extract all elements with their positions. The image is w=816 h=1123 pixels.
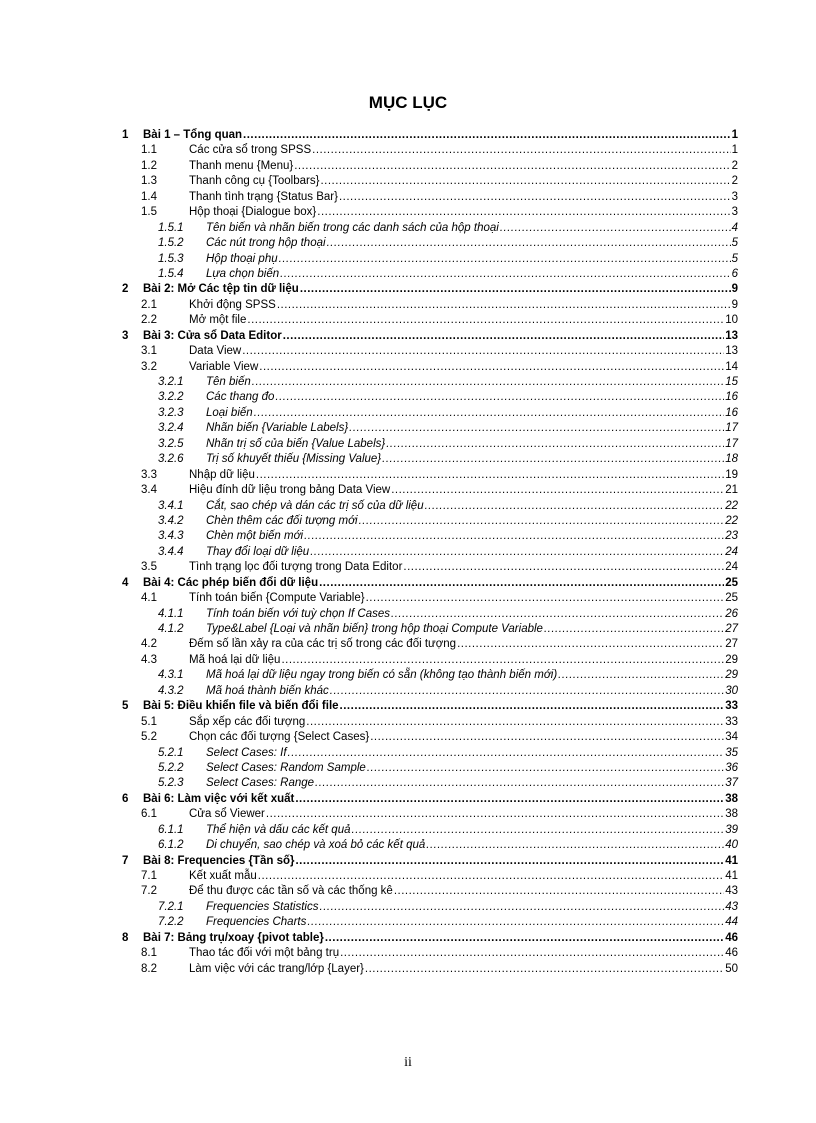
- toc-entry-title: Tính toán biến {Compute Variable}: [189, 592, 365, 605]
- toc-entry[interactable]: [122, 267, 738, 282]
- toc-entry-title: Bài 4: Các phép biến đổi dữ liệu: [143, 576, 319, 589]
- toc-entry[interactable]: [122, 699, 738, 714]
- toc-entry-number: 3.4.3: [158, 530, 184, 543]
- toc-entry-title: Nhãn biến {Variable Labels}: [206, 422, 349, 435]
- toc-entry[interactable]: [122, 776, 738, 791]
- toc-entry-page: 44: [725, 916, 738, 929]
- toc-entry[interactable]: [122, 560, 738, 575]
- toc-entry-title: Cửa sổ Viewer: [189, 808, 265, 821]
- toc-entry-title: Sắp xếp các đối tượng: [189, 715, 306, 728]
- toc-entry-title: Thể hiện và dấu các kết quả: [206, 823, 351, 836]
- toc-dot-leader: [365, 962, 724, 977]
- table-of-contents: [122, 128, 738, 977]
- toc-entry-title: Frequencies Statistics: [206, 900, 319, 913]
- toc-entry-page: 41: [725, 870, 738, 882]
- toc-entry[interactable]: [122, 931, 738, 946]
- toc-entry-title: Các nút trong hộp thoại: [206, 237, 326, 250]
- toc-entry-page: 15: [725, 376, 738, 388]
- toc-dot-leader: [320, 174, 730, 189]
- toc-entry-title: Chèn thêm các đối tượng mới: [206, 514, 358, 527]
- toc-entry-title: Làm việc với các trang/lớp {Layer}: [189, 962, 364, 975]
- toc-entry-number: 1.3: [141, 175, 157, 188]
- toc-entry[interactable]: [122, 252, 738, 267]
- toc-entry-title: Bài 5: Điều khiển file và biến đổi file: [143, 700, 339, 713]
- toc-entry-number: 3.3: [141, 468, 157, 481]
- toc-entry[interactable]: [122, 854, 738, 869]
- toc-entry-title: Khởi động SPSS: [189, 298, 276, 311]
- toc-entry-number: 3.2.1: [158, 376, 184, 388]
- toc-entry-page: 34: [725, 731, 738, 744]
- toc-entry-page: 25: [725, 592, 738, 605]
- toc-entry[interactable]: [122, 576, 738, 591]
- toc-dot-leader: [457, 637, 724, 652]
- toc-entry-number: 4.3.2: [158, 684, 184, 697]
- toc-entry-number: 3.4.1: [158, 499, 184, 512]
- toc-entry[interactable]: [122, 406, 738, 421]
- toc-entry-number: 3.5: [141, 561, 157, 574]
- toc-entry-title: Di chuyển, sao chép và xoá bỏ các kết quả: [206, 839, 426, 852]
- toc-entry-title: Mã hoá lại dữ liệu ngay trong biến có sẵn (không tạo thành biến mới): [206, 669, 558, 682]
- toc-entry[interactable]: [122, 360, 738, 375]
- toc-entry-number: 7.1: [141, 870, 157, 882]
- toc-entry[interactable]: [122, 329, 738, 344]
- toc-entry-number: 7: [122, 854, 129, 867]
- toc-entry-page: 2: [731, 159, 738, 172]
- toc-dot-leader: [310, 545, 724, 560]
- toc-entry-title: Tình trạng lọc đối tượng trong Data Editor: [189, 561, 403, 574]
- toc-entry[interactable]: [122, 143, 738, 158]
- toc-dot-leader: [340, 699, 725, 714]
- toc-entry-number: 8: [122, 931, 129, 944]
- toc-dot-leader: [280, 267, 730, 282]
- toc-dot-leader: [544, 622, 724, 637]
- toc-dot-leader: [558, 668, 724, 683]
- toc-entry-page: 14: [725, 360, 738, 373]
- toc-entry-number: 7.2.1: [158, 900, 184, 913]
- toc-entry-page: 30: [725, 684, 738, 697]
- toc-entry[interactable]: [122, 622, 738, 637]
- toc-entry-page: 10: [725, 314, 738, 327]
- toc-entry-page: 17: [725, 422, 738, 435]
- toc-entry[interactable]: [122, 684, 738, 699]
- toc-dot-leader: [382, 452, 724, 467]
- toc-entry[interactable]: [122, 715, 738, 730]
- toc-entry-title: Thanh menu {Menu}: [189, 159, 294, 172]
- toc-entry-number: 3.4: [141, 484, 157, 497]
- toc-entry-page: 40: [725, 839, 738, 852]
- toc-entry-title: Bài 2: Mở Các tệp tin dữ liệu: [143, 283, 299, 296]
- toc-entry-page: 22: [725, 514, 738, 527]
- toc-entry-number: 3.2.6: [158, 453, 184, 466]
- toc-entry-number: 1.5: [141, 206, 157, 219]
- toc-entry-title: Nhập dữ liệu: [189, 468, 255, 481]
- toc-entry-page: 9: [731, 283, 738, 296]
- toc-entry-number: 5.2.1: [158, 746, 184, 759]
- toc-entry-number: 1.5.2: [158, 237, 184, 250]
- toc-entry-number: 1: [122, 129, 129, 141]
- toc-entry[interactable]: [122, 282, 738, 297]
- toc-entry-page: 46: [725, 931, 738, 944]
- toc-entry-title: Chọn các đối tượng {Select Cases}: [189, 731, 370, 744]
- toc-dot-leader: [370, 730, 724, 745]
- toc-entry-page: 13: [725, 345, 738, 358]
- toc-entry[interactable]: [122, 205, 738, 220]
- toc-dot-leader: [319, 576, 724, 591]
- toc-entry[interactable]: [122, 915, 738, 930]
- toc-entry-title: Nhãn trị số của biến {Value Labels}: [206, 437, 386, 450]
- toc-dot-leader: [266, 807, 724, 822]
- toc-entry[interactable]: [122, 545, 738, 560]
- toc-entry[interactable]: [122, 375, 738, 390]
- toc-entry[interactable]: [122, 653, 738, 668]
- toc-dot-leader: [306, 715, 724, 730]
- toc-entry-page: 36: [725, 761, 738, 774]
- toc-entry-title: Bài 3: Cửa sổ Data Editor: [143, 329, 282, 342]
- toc-dot-leader: [315, 776, 724, 791]
- toc-dot-leader: [317, 205, 730, 220]
- toc-entry-page: 25: [725, 576, 738, 589]
- toc-entry-title: Trị số khuyết thiếu {Missing Value}: [206, 453, 382, 466]
- toc-entry-title: Lựa chọn biến: [206, 267, 280, 280]
- toc-entry-page: 46: [725, 947, 738, 960]
- toc-entry-number: 1.5.3: [158, 252, 184, 265]
- toc-dot-leader: [258, 869, 724, 884]
- toc-entry-page: 22: [725, 499, 738, 512]
- toc-dot-leader: [283, 329, 725, 344]
- toc-dot-leader: [391, 607, 724, 622]
- toc-dot-leader: [247, 313, 724, 328]
- toc-entry-number: 2: [122, 283, 129, 296]
- toc-dot-leader: [352, 823, 725, 838]
- toc-entry-number: 1.4: [141, 190, 157, 203]
- toc-entry-page: 1: [731, 129, 738, 141]
- toc-entry[interactable]: [122, 529, 738, 544]
- toc-entry-title: Select Cases: Random Sample: [206, 761, 366, 774]
- toc-entry-page: 43: [725, 900, 738, 913]
- toc-entry-page: 29: [725, 653, 738, 666]
- toc-entry-number: 1.5.1: [158, 221, 184, 234]
- toc-dot-leader: [294, 159, 730, 174]
- toc-entry-number: 3.4.2: [158, 514, 184, 527]
- toc-entry-number: 8.2: [141, 962, 157, 975]
- toc-entry-number: 3.2.3: [158, 406, 184, 419]
- toc-entry-title: Mã hoá thành biến khác: [206, 684, 329, 697]
- toc-entry-page: 3: [731, 190, 738, 203]
- toc-entry-title: Thay đổi loại dữ liệu: [206, 545, 310, 558]
- toc-entry[interactable]: [122, 792, 738, 807]
- toc-entry[interactable]: [122, 390, 738, 405]
- toc-entry-number: 6.1: [141, 808, 157, 821]
- toc-entry-title: Cắt, sao chép và dán các trị số của dữ liệu: [206, 499, 424, 512]
- toc-entry[interactable]: [122, 962, 738, 977]
- toc-dot-leader: [252, 375, 724, 390]
- toc-entry[interactable]: [122, 221, 738, 236]
- toc-entry-title: Mã hoá lại dữ liệu: [189, 653, 281, 666]
- toc-entry-number: 2.2: [141, 314, 157, 327]
- toc-entry-page: 23: [725, 530, 738, 543]
- toc-entry-number: 2.1: [141, 298, 157, 311]
- toc-dot-leader: [281, 653, 724, 668]
- toc-entry[interactable]: [122, 900, 738, 915]
- toc-entry-number: 4.1.1: [158, 607, 184, 620]
- toc-entry-title: Chèn một biến mới: [206, 530, 304, 543]
- toc-entry-page: 17: [725, 437, 738, 450]
- toc-entry-number: 3.2: [141, 360, 157, 373]
- toc-entry-number: 1.5.4: [158, 267, 184, 280]
- toc-entry-page: 3: [731, 206, 738, 219]
- toc-entry-page: 16: [725, 406, 738, 419]
- toc-entry-page: 43: [725, 885, 738, 898]
- toc-entry-number: 3.2.2: [158, 391, 184, 404]
- toc-entry[interactable]: [122, 190, 738, 205]
- toc-entry[interactable]: [122, 344, 738, 359]
- toc-entry-number: 4: [122, 576, 129, 589]
- toc-entry-page: 38: [725, 792, 738, 805]
- toc-entry-title: Hiệu đính dữ liệu trong bảng Data View: [189, 484, 391, 497]
- toc-entry-number: 3.4.4: [158, 545, 184, 558]
- toc-entry-title: Data View: [189, 345, 242, 358]
- toc-dot-leader: [300, 282, 731, 297]
- toc-entry[interactable]: [122, 159, 738, 174]
- toc-dot-leader: [259, 360, 724, 375]
- toc-entry-number: 5.2.3: [158, 777, 184, 790]
- toc-entry[interactable]: [122, 452, 738, 467]
- toc-dot-leader: [304, 529, 724, 544]
- toc-entry-title: Thanh công cụ {Toolbars}: [189, 175, 320, 188]
- toc-entry-number: 3.2.5: [158, 437, 184, 450]
- toc-entry-number: 4.1.2: [158, 623, 184, 635]
- toc-entry-title: Tên biến và nhãn biến trong các danh sách của hộp thoại: [206, 221, 499, 234]
- page-title: MỤC LỤC: [368, 93, 448, 112]
- toc-entry-page: 37: [725, 777, 738, 790]
- toc-entry[interactable]: [122, 807, 738, 822]
- toc-dot-leader: [500, 221, 731, 236]
- toc-entry-page: 16: [725, 391, 738, 404]
- toc-entry[interactable]: [122, 468, 738, 483]
- toc-entry-page: 9: [731, 298, 738, 311]
- toc-entry-page: 33: [725, 700, 738, 713]
- toc-entry-page: 41: [725, 854, 738, 867]
- toc-entry-number: 5.2: [141, 731, 157, 744]
- toc-entry[interactable]: [122, 174, 738, 189]
- toc-entry[interactable]: [122, 946, 738, 961]
- toc-entry-page: 33: [725, 715, 738, 728]
- toc-entry[interactable]: [122, 730, 738, 745]
- toc-entry-title: Bài 8: Frequencies {Tần số}: [143, 854, 295, 867]
- toc-entry-number: 1.2: [141, 159, 157, 172]
- toc-entry-title: Tính toán biến với tuỳ chọn If Cases: [206, 607, 391, 620]
- toc-entry[interactable]: [122, 483, 738, 498]
- toc-entry[interactable]: [122, 499, 738, 514]
- toc-entry-page: 4: [731, 221, 738, 234]
- toc-dot-leader: [394, 884, 724, 899]
- toc-entry-number: 6: [122, 792, 129, 805]
- toc-entry-page: 50: [725, 962, 738, 975]
- toc-dot-leader: [295, 854, 724, 869]
- toc-entry-number: 6.1.1: [158, 823, 184, 836]
- toc-entry-page: 27: [725, 638, 738, 651]
- toc-entry-page: 19: [725, 468, 738, 481]
- toc-entry-page: 6: [731, 267, 738, 280]
- toc-entry[interactable]: [122, 128, 738, 143]
- toc-entry-title: Thao tác đối với một bảng trụ: [189, 947, 340, 960]
- toc-dot-leader: [359, 514, 725, 529]
- toc-entry-number: 3.1: [141, 345, 157, 358]
- toc-entry-title: Các thang đo: [206, 391, 275, 404]
- toc-entry-page: 21: [725, 484, 738, 497]
- toc-entry-page: 2: [731, 175, 738, 188]
- toc-entry-title: Mở một file: [189, 314, 247, 327]
- toc-entry-title: Loại biến: [206, 406, 253, 419]
- toc-entry-page: 38: [725, 808, 738, 821]
- toc-dot-leader: [426, 838, 724, 853]
- toc-dot-leader: [320, 900, 725, 915]
- toc-entry-title: Tên biến: [206, 376, 251, 388]
- toc-entry[interactable]: [122, 514, 738, 529]
- toc-entry-title: Select Cases: If: [206, 746, 287, 759]
- toc-entry-number: 6.1.2: [158, 839, 184, 852]
- toc-entry-number: 5.1: [141, 715, 157, 728]
- toc-dot-leader: [254, 406, 725, 421]
- toc-dot-leader: [279, 252, 731, 267]
- toc-dot-leader: [277, 298, 731, 313]
- toc-entry-number: 7.2: [141, 885, 157, 898]
- toc-entry-title: Để thu được các tần số và các thống kê: [189, 885, 393, 898]
- toc-entry-page: 5: [731, 237, 738, 250]
- toc-entry[interactable]: [122, 421, 738, 436]
- toc-dot-leader: [330, 684, 724, 699]
- toc-dot-leader: [288, 746, 725, 761]
- toc-entry-title: Các cửa sổ trong SPSS: [189, 144, 312, 157]
- toc-dot-leader: [307, 915, 724, 930]
- toc-entry-number: 7.2.2: [158, 916, 184, 929]
- toc-dot-leader: [275, 390, 724, 405]
- toc-entry-page: 29: [725, 669, 738, 682]
- toc-entry[interactable]: [122, 437, 738, 452]
- toc-dot-leader: [295, 792, 724, 807]
- toc-entry-number: 4.3: [141, 653, 157, 666]
- toc-dot-leader: [349, 421, 724, 436]
- toc-entry[interactable]: [122, 607, 738, 622]
- toc-entry-page: 26: [725, 607, 738, 620]
- toc-entry[interactable]: [122, 823, 738, 838]
- toc-entry-number: 3.2.4: [158, 422, 184, 435]
- toc-entry[interactable]: [122, 838, 738, 853]
- toc-entry-page: 27: [725, 623, 738, 635]
- toc-dot-leader: [366, 591, 725, 606]
- page-number: ii: [404, 1055, 412, 1070]
- toc-entry-number: 5: [122, 700, 129, 713]
- toc-entry-title: Đếm số lần xảy ra của các trị số trong các đối tượng: [189, 638, 457, 651]
- toc-entry[interactable]: [122, 637, 738, 652]
- toc-entry-page: 13: [725, 329, 738, 342]
- toc-entry-title: Thanh tình trạng {Status Bar}: [189, 190, 338, 203]
- toc-dot-leader: [256, 468, 724, 483]
- toc-entry-page: 24: [725, 561, 738, 574]
- toc-entry[interactable]: [122, 869, 738, 884]
- toc-dot-leader: [312, 143, 730, 158]
- toc-entry-number: 5.2.2: [158, 761, 184, 774]
- toc-entry[interactable]: [122, 591, 738, 606]
- toc-dot-leader: [325, 931, 724, 946]
- toc-entry-title: Hộp thoại phụ: [206, 252, 278, 265]
- toc-entry-title: Select Cases: Range: [206, 777, 315, 790]
- toc-entry[interactable]: [122, 884, 738, 899]
- toc-entry-page: 24: [725, 545, 738, 558]
- toc-dot-leader: [425, 499, 725, 514]
- toc-dot-leader: [243, 128, 731, 143]
- toc-entry-number: 4.3.1: [158, 669, 184, 682]
- toc-dot-leader: [339, 190, 731, 205]
- toc-entry-number: 4.2: [141, 638, 157, 651]
- toc-entry-title: Kết xuất mẫu: [189, 870, 257, 882]
- toc-entry-number: 3: [122, 329, 129, 342]
- toc-entry-title: Frequencies Charts: [206, 916, 307, 929]
- toc-entry-number: 1.1: [141, 144, 157, 157]
- toc-entry-page: 1: [731, 144, 738, 157]
- toc-entry-title: Bài 7: Bảng trụ/xoay {pivot table}: [143, 931, 324, 944]
- toc-entry[interactable]: [122, 298, 738, 313]
- toc-entry-page: 5: [731, 252, 738, 265]
- toc-entry-number: 4.1: [141, 592, 157, 605]
- toc-entry-title: Hộp thoại {Dialogue box}: [189, 206, 317, 219]
- toc-dot-leader: [403, 560, 724, 575]
- toc-dot-leader: [340, 946, 724, 961]
- toc-entry[interactable]: [122, 668, 738, 683]
- toc-dot-leader: [327, 236, 731, 251]
- toc-entry-page: 18: [725, 453, 738, 466]
- toc-dot-leader: [391, 483, 724, 498]
- toc-entry[interactable]: [122, 236, 738, 251]
- toc-dot-leader: [242, 344, 724, 359]
- toc-dot-leader: [367, 761, 724, 776]
- toc-entry-page: 39: [725, 823, 738, 836]
- toc-entry[interactable]: [122, 746, 738, 761]
- toc-dot-leader: [386, 437, 724, 452]
- toc-entry[interactable]: [122, 761, 738, 776]
- toc-entry-title: Variable View: [189, 360, 259, 373]
- toc-entry-title: Bài 6: Làm việc với kết xuất: [143, 792, 295, 805]
- toc-entry-title: Bài 1 – Tổng quan: [143, 129, 243, 141]
- toc-entry-page: 35: [725, 746, 738, 759]
- toc-entry-title: Type&Label {Loại và nhãn biến} trong hộp thoại Compute Variable: [206, 623, 543, 635]
- toc-entry[interactable]: [122, 313, 738, 328]
- toc-entry-number: 8.1: [141, 947, 157, 960]
